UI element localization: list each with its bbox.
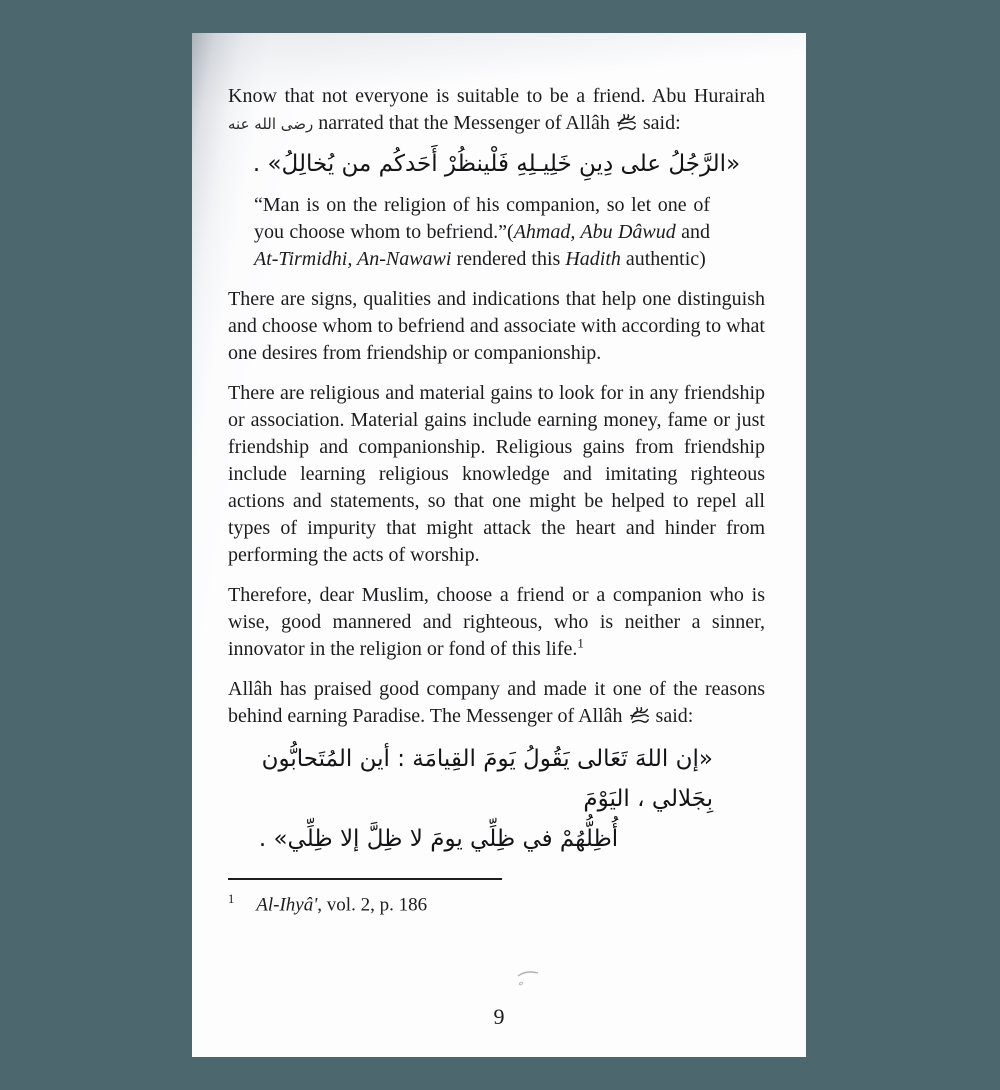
quote-authentic: authentic): [620, 248, 706, 270]
intro-text-2: narrated that the Messenger of Allâh: [313, 112, 615, 134]
quote-source-ahmad-abudawud: Ahmad, Abu Dâwud: [513, 221, 676, 243]
paragraph-good-company: [228, 676, 765, 730]
paragraph-advice: [228, 582, 765, 663]
sallallahu-alayhi-wasallam-icon: [616, 113, 637, 132]
radiallahu-anhu-text: رضى الله عنه: [228, 115, 314, 133]
sallallahu-alayhi-wasallam-icon: [629, 706, 650, 725]
intro-text-3: said:: [637, 112, 681, 134]
footnote-source-detail: , vol. 2, p. 186: [317, 894, 428, 916]
footnote-source-title: Al-Ihyâ': [256, 894, 318, 916]
good-company-text-1: Allâh has praised good company and made it one of the reasons behind earning Paradise. The Messenger of Allâh: [228, 678, 765, 727]
footnote-marker: 1: [228, 892, 235, 906]
page-number: 9: [493, 1004, 505, 1029]
hadith-arabic-2-line2: أُظِلُّهُمْ في ظِلِّي يومَ لا ظِلَّ إلا ظِلِّي» .: [258, 826, 619, 852]
intro-text-1: Know that not everyone is suitable to be a friend. Abu Hurairah: [228, 85, 765, 107]
hadith-translation-quote: [228, 192, 765, 273]
advice-text: Therefore, dear Muslim, choose a friend or a companion who is wise, good mannered and righteous, who is neither a sinner, innovator in the religion or fond of this life.: [228, 584, 765, 660]
paragraph-gains: There are religious and material gains to look for in any friendship or association. Material gains include earning money, fame or just friendship and companionship. Religious gains from friendship include learning religious knowledge and imitating righteous actions and statements, so that one might be helped to repel all types of impurity that might attack the heart and hinder from performing the acts of worship.: [228, 382, 765, 566]
footnote-reference: 1: [577, 635, 584, 651]
hadith-arabic-2-line1: «إن اللهَ تَعَالى يَقُولُ يَومَ القِيامَة : أين المُتَحابُّون بِجَلالي ، اليَوْمَ: [261, 746, 713, 812]
hadith-arabic-2: [228, 739, 765, 859]
paragraph-intro: [228, 83, 765, 138]
pencil-mark: [510, 968, 546, 994]
quote-hadith-word: Hadith: [565, 248, 621, 270]
good-company-text-2: said:: [650, 705, 694, 727]
hadith-arabic-1: «الرَّجُلُ على دِينِ خَلِيـلِهِ فَلْينظُرْ أَحَدكُم من يُخالِلُ» .: [252, 151, 741, 177]
footnote: [228, 887, 765, 917]
page-content: [192, 33, 806, 917]
quote-rendered: rendered this: [451, 248, 566, 270]
footnote-divider: [228, 878, 502, 880]
quote-source-tirmidhi-nawawi: At-Tirmidhi, An-Nawawi: [254, 248, 452, 270]
paragraph-signs: There are signs, qualities and indications that help one distinguish and choose whom to befriend and associate with according to what one desires from friendship or companionship.: [228, 288, 765, 364]
scanned-book-page: [192, 33, 806, 1057]
quote-conj: and: [675, 221, 710, 243]
quote-text: “Man is on the religion of his companion, so let one of you choose whom to befriend.”(: [254, 194, 710, 243]
